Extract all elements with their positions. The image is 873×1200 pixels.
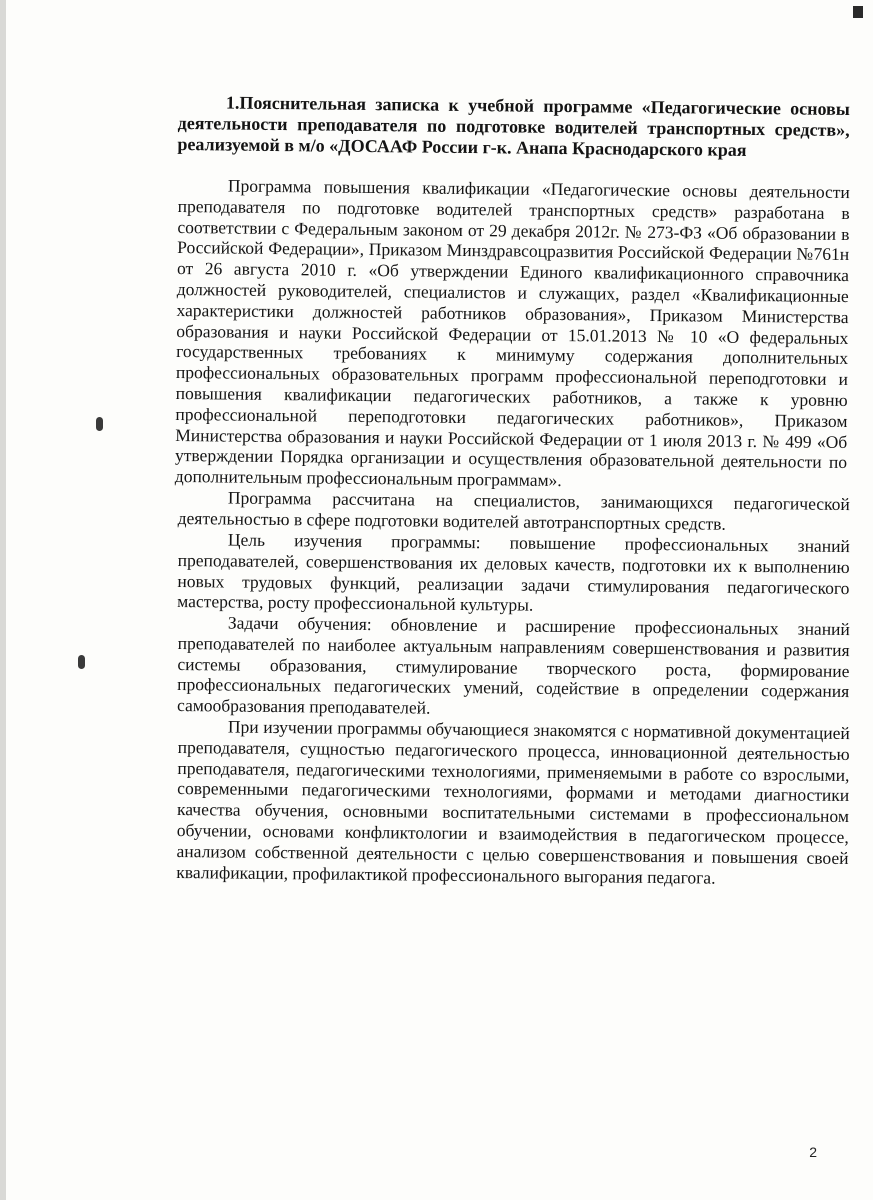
paragraph-audience: Программа рассчитана на специалистов, занимающихся педагогической деятельностью в сфере подготовки водителей автотранспортных средств. — [177, 487, 850, 534]
paragraph-content: При изучении программы обучающиеся знакомятся с нормативной документацией преподавателя, сущностью педагогического процесса, инновационной деятельностью преподавателя, педагогическими технологиями, применяемыми в работе со взрослыми, современными педагогическими технологиями, формами и методами диагностики качества обучения, основными воспитательными системами в профессиональном обучении, основами конфликтологии и взаимодействия в педагогическом процессе, анализом собственной деятельности с целью совершенствования и повышения своей квалификации, профилактикой профессионального выгорания педагога. — [176, 716, 850, 887]
paragraph-tasks: Задачи обучения: обновление и расширение профессиональных знаний преподавателей по наиболее актуальным направлениям совершенствования и развития системы образования, стимулирование творческого роста, формирование профессиональных педагогических умений, содействие в определении содержания самообразования преподавателей. — [176, 612, 850, 718]
paragraph-legal-basis: Программа повышения квалификации «Педагогические основы деятельности преподавателя по подготовке водителей транспортных средств» разработана в соответствии с Федеральным законом от 29 декабря 2012г. № 273-ФЗ «Об образовании в Российской Федерации», Приказом Минздравсоцразвития Российской Федерации №761н от 26 августа 2010 г. «Об утверждении Единого квалификационного справочника должностей руководителей, специалистов и служащих, раздел «Квалификационные характеристики должностей работников образования», Приказом Министерства образования и науки Российской Федерации от 15.01.2013 № 10 «О федеральных государственных требованиях к минимуму содержания дополнительных профессиональных образовательных программ профессиональной переподготовки и повышения квалификации педагогических работников, а также к уровню профессиональной переподготовки педагогических работников», Приказом Министерства образования и науки Российской Федерации от 1 июля 2013 г. № 499 «Об утверждении Порядка организации и осуществления образовательной деятельности по дополнительным профессиональным программам». — [174, 175, 850, 491]
scan-corner-mark — [853, 6, 863, 18]
section-heading: 1.Пояснительная записка к учебной программе «Педагогические основы деятельности преподавателя по подготовке водителей транспортных средств», реализуемой в м/о «ДОСААФ России г-к. Анапа Краснодарского края — [177, 92, 850, 160]
punch-hole-mark — [78, 655, 85, 669]
page-number: 2 — [809, 1144, 817, 1160]
paragraph-goal: Цель изучения программы: повышение профессиональных знаний преподавателей, совершенствования их деловых качеств, подготовки их к выполнению новых трудовых функций, реализации задачи стимулирования педагогического мастерства, росту профессиональной культуры. — [177, 529, 850, 615]
scan-edge-shadow — [0, 0, 6, 1200]
document-content — [174, 92, 850, 887]
punch-hole-mark — [96, 417, 103, 431]
